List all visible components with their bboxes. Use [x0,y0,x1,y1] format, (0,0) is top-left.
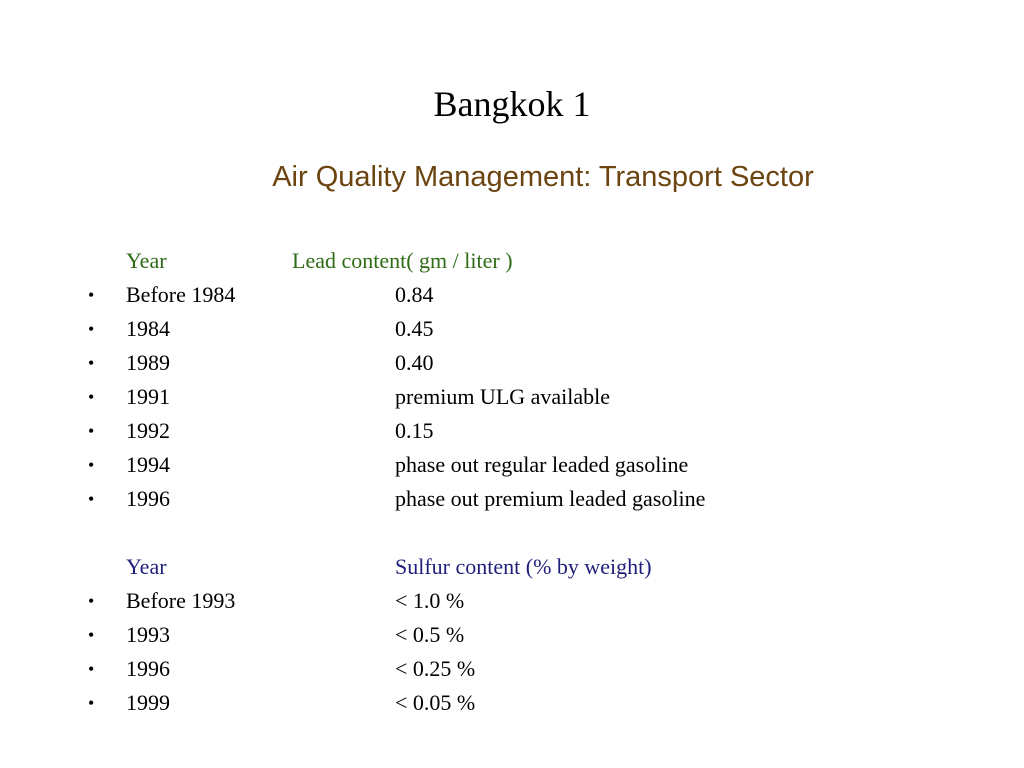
sulfur-row [0,686,1024,720]
lead-row-year: 1989 [126,350,170,375]
sulfur-row-value: < 0.05 % [395,690,476,715]
slide-title: Bangkok 1 [433,84,591,124]
bullet: • [88,489,95,509]
lead-row-value: 0.84 [395,282,434,307]
lead-row-year: 1996 [126,486,170,511]
sulfur-row-year: Before 1993 [126,588,236,613]
section-spacer [0,516,1024,550]
lead-row-year: Before 1984 [126,282,236,307]
sulfur-row-year: 1999 [126,690,170,715]
lead-row-year: 1991 [126,384,170,409]
lead-row-value: phase out premium leaded gasoline [395,486,706,511]
lead-table-header [0,244,1024,278]
lead-row [0,448,1024,482]
sulfur-row-year: 1993 [126,622,170,647]
lead-row-value: 0.15 [395,418,434,443]
sulfur-table-header [0,550,1024,584]
sulfur-row [0,652,1024,686]
lead-row [0,380,1024,414]
sulfur-row-value: < 1.0 % [395,588,465,613]
sulfur-row-value: < 0.25 % [395,656,476,681]
sulfur-year-header: Year [126,554,167,579]
bullet: • [88,591,95,611]
bullet: • [88,387,95,407]
sulfur-row-year: 1996 [126,656,170,681]
lead-row [0,278,1024,312]
lead-row-value: 0.45 [395,316,434,341]
lead-row-year: 1984 [126,316,170,341]
lead-row [0,346,1024,380]
lead-row [0,482,1024,516]
sulfur-row-value: < 0.5 % [395,622,465,647]
lead-year-header: Year [126,248,167,273]
lead-row-year: 1994 [126,452,170,477]
slide-subtitle: Air Quality Management: Transport Sector [272,161,814,193]
bullet: • [88,625,95,645]
bullet: • [88,421,95,441]
lead-row [0,312,1024,346]
bullet: • [88,353,95,373]
sulfur-row [0,618,1024,652]
lead-content-header: Lead content( gm / liter ) [292,248,513,273]
sulfur-content-header: Sulfur content (% by weight) [395,554,652,579]
bullet: • [88,659,95,679]
lead-row-value: premium ULG available [395,384,611,409]
bullet: • [88,455,95,475]
bullet: • [88,319,95,339]
sulfur-row [0,584,1024,618]
lead-row-value: phase out regular leaded gasoline [395,452,689,477]
lead-row [0,414,1024,448]
bullet: • [88,693,95,713]
slide-content [0,244,1024,720]
bullet: • [88,285,95,305]
lead-row-year: 1992 [126,418,170,443]
lead-row-value: 0.40 [395,350,434,375]
